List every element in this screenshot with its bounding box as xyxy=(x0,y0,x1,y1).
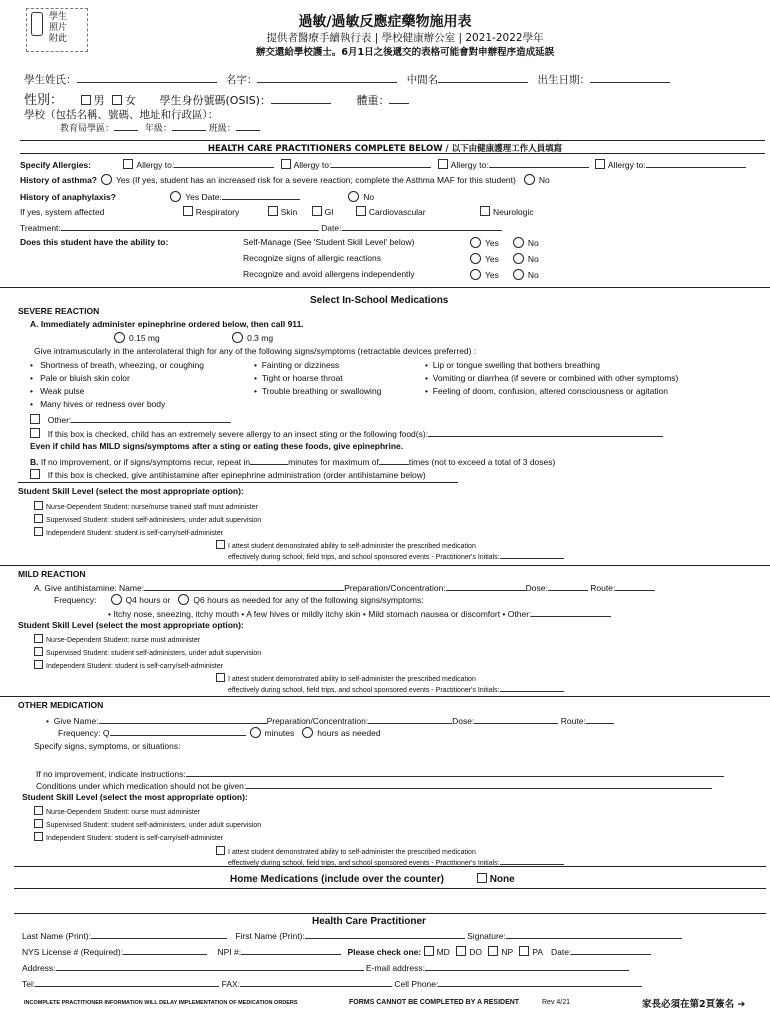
mild-epi-note: Even if child has MILD signs/symptoms after a sting or eating these foods, give epinephrine. xyxy=(30,441,404,451)
skill-checkbox[interactable] xyxy=(34,660,43,669)
practitioner-phone-row xyxy=(22,977,642,989)
other-prep-field[interactable] xyxy=(368,714,452,724)
insect-checkbox[interactable] xyxy=(30,428,40,438)
attest-text: I attest student demonstrated ability to self-administer the prescribed medication xyxy=(228,543,476,550)
other-route-field[interactable] xyxy=(586,714,614,724)
treatment-date-label: Date: xyxy=(321,223,342,233)
q4-label: Q4 hours or xyxy=(125,595,171,605)
weight-label: 體重： xyxy=(356,94,390,107)
symptoms-col2: • Fainting or dizziness • Tight or hoarse throat • Trouble breathing or swallowing xyxy=(254,360,382,396)
practitioner-first-field[interactable] xyxy=(305,929,465,939)
license-field[interactable] xyxy=(123,945,207,955)
other-symptom-row xyxy=(30,413,231,425)
yes-radio[interactable] xyxy=(470,237,481,248)
repeat-row xyxy=(30,455,555,467)
skill-checkbox[interactable] xyxy=(34,634,43,643)
school-row xyxy=(24,107,218,122)
skill-option: Independent Student: student is self-carry/self-administer xyxy=(46,835,224,842)
anaphylaxis-yes-radio[interactable] xyxy=(170,191,181,202)
anaphylaxis-row xyxy=(20,190,374,202)
np-label: NP xyxy=(501,947,513,957)
photo-box-label: 學生 照片 附此 xyxy=(49,12,68,44)
dose-row xyxy=(110,332,273,343)
symptom-item: Weak pulse xyxy=(40,386,85,396)
attest-block xyxy=(216,673,564,695)
allergy-checkbox[interactable] xyxy=(595,159,605,169)
antihistamine-checkbox[interactable] xyxy=(30,469,40,479)
skill-option: Independent Student: student is self-carry/self-administer xyxy=(46,530,224,537)
tel-field[interactable] xyxy=(35,977,219,987)
cell-field[interactable] xyxy=(438,977,642,987)
district-row xyxy=(60,121,260,134)
mild-symptoms: • Itchy nose, sneezing, itchy mouth • A few hives or mildly itchy skin • Mild stomach nausea or discomfort • Other: xyxy=(108,609,532,619)
practitioner-last-label: Last Name (Print): xyxy=(22,931,91,941)
divider xyxy=(14,888,766,889)
gender-label: 性別： xyxy=(24,93,64,108)
minutes-label: minutes xyxy=(264,728,295,738)
footer-mid: FORMS CANNOT BE COMPLETED BY A RESIDENT xyxy=(349,999,520,1006)
q4-radio[interactable] xyxy=(111,594,122,605)
symptoms-col1: • Shortness of breath, wheezing, or coughing • Pale or bluish skin color • Weak pulse • Many hives or redness over body xyxy=(30,360,205,409)
skill-option: Independent Student: student is self-carry/self-administer xyxy=(46,663,224,670)
symptom-item: Many hives or redness over body xyxy=(40,399,166,409)
skill-title: Student Skill Level (select the most appropriate option): xyxy=(18,486,244,496)
np-checkbox[interactable] xyxy=(488,946,498,956)
dob-field[interactable] xyxy=(590,73,670,83)
ability-text: Self-Manage (See 'Student Skill Level' below) xyxy=(243,237,415,247)
no-radio[interactable] xyxy=(513,237,524,248)
allergies-row xyxy=(20,158,746,170)
antihistamine-name-label: A. Give antihistamine: Name: xyxy=(34,583,145,593)
symptoms-col3: • Lip or tongue swelling that bothers breathing • Vomiting or diarrhea (if severe or combined with other symptoms) • Feeling of doom, confusion, altered consciousness or agitation xyxy=(425,360,679,396)
symptom-item: Pale or bluish skin color xyxy=(40,373,130,383)
anaphylaxis-date-field[interactable] xyxy=(222,190,300,200)
no-label: No xyxy=(527,238,539,248)
allergy-checkbox[interactable] xyxy=(123,159,133,169)
md-label: MD xyxy=(436,947,450,957)
home-meds-label: Home Medications (include over the counter) xyxy=(230,874,444,885)
mild-title: MILD REACTION xyxy=(18,569,86,579)
ability-yes-no xyxy=(466,237,539,248)
initials-field[interactable] xyxy=(500,551,564,559)
divider xyxy=(20,153,765,154)
yes-label: Yes xyxy=(485,254,499,264)
allergy-label: Allergy to: xyxy=(607,160,646,170)
divider xyxy=(0,696,770,697)
repeat-minutes-field[interactable] xyxy=(250,455,288,465)
skill-checkbox[interactable] xyxy=(34,647,43,656)
ability-row-recognize xyxy=(243,253,381,263)
respiratory-label: Respiratory xyxy=(195,207,240,217)
other-checkbox[interactable] xyxy=(30,414,40,424)
hours-radio[interactable] xyxy=(302,727,313,738)
initials-field[interactable] xyxy=(500,857,564,865)
class-label: 班級： xyxy=(208,124,236,134)
other-frequency-label: Frequency: Q xyxy=(58,728,110,738)
neurologic-label: Neurologic xyxy=(493,207,534,217)
form-title: 過敏/過敏反應症藥物施用表 xyxy=(298,14,472,30)
skin-label: Skin xyxy=(280,207,298,217)
practitioner-first-label: First Name (Print): xyxy=(235,931,305,941)
frequency-row xyxy=(54,594,424,605)
ability-yes-no xyxy=(466,269,539,280)
male-label: 男 xyxy=(93,94,105,107)
attest-initials-label: effectively during school, field trips, and school sponsored events - Practitioner's Initials: xyxy=(228,687,500,694)
divider xyxy=(14,866,766,867)
practitioner-license-row xyxy=(22,945,651,957)
yes-radio[interactable] xyxy=(470,253,481,264)
insect-label: If this box is checked, child has an extremely severe allergy to an insect sting or the following food(s): xyxy=(47,429,429,439)
skill-title: Student Skill Level (select the most appropriate option): xyxy=(22,792,248,802)
repeat-end: times (not to exceed a total of 3 doses) xyxy=(408,457,556,467)
no-radio[interactable] xyxy=(513,253,524,264)
antihistamine-label: If this box is checked, give antihistamine after epinephrine administration (order antihistamine below) xyxy=(47,470,426,480)
fax-label: FAX: xyxy=(221,979,241,989)
other-med-title: OTHER MEDICATION xyxy=(18,700,104,710)
cardiovascular-checkbox[interactable] xyxy=(356,206,366,216)
footer-left: INCOMPLETE PRACTITIONER INFORMATION WILL DELAY IMPLEMENTATION OF MEDICATION ORDERS xyxy=(24,1000,298,1006)
ability-row-self-manage xyxy=(243,237,414,247)
form-subtitle: 提供者醫療手續執行表 | 學校健康辦公室 | 2021-2022學年 xyxy=(266,32,544,44)
weight-field[interactable] xyxy=(389,94,409,104)
other-frequency-field[interactable] xyxy=(110,726,246,736)
ability-text: Recognize signs of allergic reactions xyxy=(243,253,381,263)
dose-015-label: 0.15 mg xyxy=(129,333,160,343)
asthma-no-label: No xyxy=(538,175,550,185)
repeat-mid: minutes for maximum of xyxy=(288,457,379,467)
md-checkbox[interactable] xyxy=(424,946,434,956)
allergy-label: Allergy to: xyxy=(136,160,175,170)
attest-initials-label: effectively during school, field trips, and school sponsored events - Practitioner's Initials: xyxy=(228,860,500,867)
skill-options xyxy=(34,634,261,673)
last-name-label: 學生姓氏： xyxy=(24,74,77,86)
asthma-yes-label: Yes (If yes, student has an increased risk for a severe reaction; complete the Asthma MAF for this student) xyxy=(116,175,516,185)
address-label: Address: xyxy=(22,963,56,973)
skin-checkbox[interactable] xyxy=(268,206,278,216)
do-label: DO xyxy=(469,947,482,957)
pa-label: PA xyxy=(532,947,543,957)
severe-instruction: A. Immediately administer epinephrine ordered below, then call 911. xyxy=(30,319,304,329)
skill-options xyxy=(34,806,261,845)
female-checkbox[interactable] xyxy=(112,95,122,105)
other-route-label: Route: xyxy=(560,716,586,726)
male-checkbox[interactable] xyxy=(81,95,91,105)
antihistamine-row xyxy=(30,469,426,480)
allergy-checkbox[interactable] xyxy=(281,159,291,169)
no-improve-row xyxy=(36,767,724,779)
grade-field[interactable] xyxy=(172,121,206,131)
attest-checkbox[interactable] xyxy=(216,540,225,549)
hours-label: hours as needed xyxy=(317,728,381,738)
yes-label: Yes xyxy=(485,270,499,280)
dose-03-radio[interactable] xyxy=(232,332,243,343)
female-label: 女 xyxy=(125,94,137,107)
antihistamine-name-field[interactable] xyxy=(144,581,344,591)
hcp-banner: HEALTH CARE PRACTITIONERS COMPLETE BELOW / 以下由健康護理工作人員填寫 xyxy=(207,144,563,154)
skill-option: Supervised Student: student self-administers, under adult supervision xyxy=(46,650,262,657)
anaphylaxis-no-radio[interactable] xyxy=(348,191,359,202)
allergy-field[interactable] xyxy=(174,158,274,168)
mild-symptoms-row xyxy=(108,607,611,619)
divider xyxy=(0,565,770,566)
ability-yes-no xyxy=(466,253,539,264)
minutes-radio[interactable] xyxy=(250,727,261,738)
skill-option: Nurse-Dependent Student: nurse must administer xyxy=(46,809,201,816)
divider xyxy=(20,140,765,141)
asthma-label: History of asthma? xyxy=(20,175,97,185)
yes-radio[interactable] xyxy=(470,269,481,280)
middle-name-field[interactable] xyxy=(438,73,528,83)
systems-label: If yes, system affected xyxy=(20,207,105,217)
symptom-item: Fainting or dizziness xyxy=(261,360,340,370)
attest-text: I attest student demonstrated ability to self-administer the prescribed medication xyxy=(228,676,476,683)
address-field[interactable] xyxy=(56,961,364,971)
attest-checkbox[interactable] xyxy=(216,846,225,855)
skill-option: Supervised Student: student self-administers, under adult supervision xyxy=(46,517,262,524)
symptom-item: Vomiting or diarrhea (if severe or combined with other symptoms) xyxy=(432,373,679,383)
last-name-field[interactable] xyxy=(77,73,217,83)
mild-other-field[interactable] xyxy=(531,607,611,617)
other-label: Other: xyxy=(47,415,72,425)
attest-initials-label: effectively during school, field trips, and school sponsored events - Practitioner's Initials: xyxy=(228,554,500,561)
attest-text: I attest student demonstrated ability to self-administer the prescribed medication xyxy=(228,849,476,856)
do-checkbox[interactable] xyxy=(456,946,466,956)
route-field[interactable] xyxy=(615,581,655,591)
attest-checkbox[interactable] xyxy=(216,673,225,682)
home-meds-none-checkbox[interactable] xyxy=(477,873,487,883)
treatment-row xyxy=(20,221,502,233)
b-label: B. xyxy=(30,457,39,467)
treatment-label: Treatment: xyxy=(20,223,61,233)
skill-checkbox[interactable] xyxy=(34,832,43,841)
email-label: E-mail address: xyxy=(365,963,425,973)
conditions-row xyxy=(36,779,712,791)
severe-title: SEVERE REACTION xyxy=(18,306,100,316)
allergies-label: Specify Allergies: xyxy=(20,160,92,170)
other-dose-label: Dose: xyxy=(452,716,475,726)
gi-checkbox[interactable] xyxy=(312,206,322,216)
form-notice: 辦交還給學校護士。6月1日之後遞交的表格可能會對申辦程序造成延誤 xyxy=(255,47,555,58)
no-label: No xyxy=(527,270,539,280)
osis-field[interactable] xyxy=(271,94,331,104)
give-instruction: Give intramuscularly in the anterolateral thigh for any of the following signs/symptoms (retractable devices preferred) : xyxy=(34,346,477,356)
skill-checkbox[interactable] xyxy=(34,806,43,815)
conditions-label: Conditions under which medication should not be given: xyxy=(36,781,247,791)
npi-label: NPI #: xyxy=(217,947,242,957)
symptom-item: Tight or hoarse throat xyxy=(261,373,343,383)
asthma-yes-radio[interactable] xyxy=(101,174,112,185)
tel-label: Tel: xyxy=(22,979,36,989)
treatment-field[interactable] xyxy=(61,221,319,231)
practitioner-address-row xyxy=(22,961,629,973)
initials-field[interactable] xyxy=(500,684,564,692)
no-label: No xyxy=(527,254,539,264)
divider xyxy=(0,287,770,288)
other-field[interactable] xyxy=(71,413,231,423)
dose-label: Dose: xyxy=(525,583,548,593)
grade-label: 年級： xyxy=(144,124,172,134)
gender-row xyxy=(24,89,409,108)
symptom-item: Shortness of breath, wheezing, or coughing xyxy=(40,360,205,370)
symptom-item: Lip or tongue swelling that bothers breathing xyxy=(432,360,600,370)
yes-label: Yes xyxy=(485,238,499,248)
other-dose-field[interactable] xyxy=(474,714,558,724)
class-field[interactable] xyxy=(236,121,260,131)
attest-block xyxy=(216,846,564,868)
practitioner-date-field[interactable] xyxy=(571,945,651,955)
skill-option: Nurse-Dependent Student: nurse must administer xyxy=(46,637,201,644)
other-prep-label: Preparation/Concentration: xyxy=(266,716,369,726)
asthma-no-radio[interactable] xyxy=(524,174,535,185)
practitioner-date-label: Date: xyxy=(550,947,572,957)
allergy-field[interactable] xyxy=(646,158,746,168)
route-label: Route: xyxy=(590,583,616,593)
ability-text: Recognize and avoid allergens independently xyxy=(243,269,415,279)
practitioner-last-field[interactable] xyxy=(91,929,227,939)
skill-checkbox[interactable] xyxy=(34,514,43,523)
skill-option: Supervised Student: student self-administers, under adult supervision xyxy=(46,822,262,829)
anaphylaxis-yes-label: Yes Date: xyxy=(185,192,222,202)
q6-label: Q6 hours as needed for any of the following signs/symptoms: xyxy=(193,595,424,605)
other-frequency-row xyxy=(58,726,381,738)
skill-checkbox[interactable] xyxy=(34,819,43,828)
skill-checkbox[interactable] xyxy=(34,501,43,510)
skill-title: Student Skill Level (select the most appropriate option): xyxy=(18,620,244,630)
footer-right: 家長必須在第2頁簽名 ➔ xyxy=(642,999,746,1010)
cell-label: Cell Phone: xyxy=(394,979,439,989)
q6-radio[interactable] xyxy=(178,594,189,605)
other-med-name-field[interactable] xyxy=(99,714,267,724)
no-improve-field[interactable] xyxy=(186,767,724,777)
other-med-name-row: • Give Name: Preparation/Concentration: Dose: Route: xyxy=(46,714,614,726)
ability-row-avoid xyxy=(243,269,415,279)
antihistamine-name-row xyxy=(34,581,655,593)
district-label: 教育局學區： xyxy=(60,124,115,134)
home-meds-row xyxy=(230,873,515,885)
insect-row xyxy=(30,427,663,439)
divider xyxy=(18,482,458,483)
student-name-row xyxy=(24,72,670,87)
other-med-name-label: Give Name: xyxy=(53,716,99,726)
cardiovascular-label: Cardiovascular xyxy=(368,207,426,217)
first-name-field[interactable] xyxy=(257,73,397,83)
dose-015-radio[interactable] xyxy=(114,332,125,343)
insect-field[interactable] xyxy=(428,427,663,437)
prep-field[interactable] xyxy=(446,581,526,591)
allergy-field[interactable] xyxy=(331,158,431,168)
license-label: NYS License # (Required): xyxy=(22,947,124,957)
anaphylaxis-label: History of anaphylaxis? xyxy=(20,192,116,202)
email-field[interactable] xyxy=(425,961,629,971)
home-meds-none-label: None xyxy=(489,874,515,885)
pa-checkbox[interactable] xyxy=(519,946,529,956)
repeat-times-field[interactable] xyxy=(379,455,409,465)
no-improve-label: If no improvement, indicate instructions: xyxy=(36,769,186,779)
repeat-text: If no improvement, or if signs/symptoms recur, repeat in xyxy=(40,457,251,467)
allergy-label: Allergy to: xyxy=(293,160,332,170)
dose-03-label: 0.3 mg xyxy=(247,333,274,343)
no-radio[interactable] xyxy=(513,269,524,280)
middle-name-label: 中間名 xyxy=(406,74,439,86)
practitioner-title: Health Care Practitioner xyxy=(312,916,426,927)
respiratory-checkbox[interactable] xyxy=(183,206,193,216)
npi-field[interactable] xyxy=(241,945,341,955)
skill-options xyxy=(34,501,261,540)
divider xyxy=(14,913,766,914)
specify-label: Specify signs, symptoms, or situations: xyxy=(34,741,181,751)
signature-field[interactable] xyxy=(506,929,682,939)
allergy-field[interactable] xyxy=(489,158,589,168)
symptom-item: Trouble breathing or swallowing xyxy=(261,386,382,396)
signature-label: Signature: xyxy=(467,931,506,941)
meds-title: Select In-School Medications xyxy=(310,295,449,306)
osis-label: 學生身份號碼(OSIS)： xyxy=(159,94,271,107)
prep-label: Preparation/Concentration: xyxy=(344,583,446,593)
allergy-label: Allergy to: xyxy=(450,160,489,170)
credential-check-label: Please check one: xyxy=(347,947,422,957)
conditions-field[interactable] xyxy=(246,779,712,789)
footer-rev: Rev 4/21 xyxy=(542,999,571,1006)
fax-field[interactable] xyxy=(240,977,392,987)
anaphylaxis-no-label: No xyxy=(363,192,375,202)
asthma-row xyxy=(20,174,550,185)
systems-row xyxy=(20,206,534,217)
allergy-checkbox[interactable] xyxy=(438,159,448,169)
district-field[interactable] xyxy=(114,121,138,131)
first-name-label: 名字： xyxy=(225,74,258,86)
practitioner-name-row xyxy=(22,929,682,941)
skill-option: Nurse-Dependent Student: nurse/nurse trained staff must administer xyxy=(46,504,258,511)
school-label: 學校（包括名稱、號碼、地址和行政區）： xyxy=(24,109,219,121)
attest-block xyxy=(216,540,564,562)
dose-field[interactable] xyxy=(548,581,588,591)
treatment-date-field[interactable] xyxy=(342,221,502,231)
frequency-label: Frequency: xyxy=(54,595,97,605)
dob-label: 出生日期： xyxy=(537,74,591,86)
skill-checkbox[interactable] xyxy=(34,527,43,536)
neurologic-checkbox[interactable] xyxy=(480,206,490,216)
symptom-item: Feeling of doom, confusion, altered consciousness or agitation xyxy=(432,386,669,396)
ability-label: Does this student have the ability to: xyxy=(20,237,169,247)
gi-label: GI xyxy=(324,207,334,217)
